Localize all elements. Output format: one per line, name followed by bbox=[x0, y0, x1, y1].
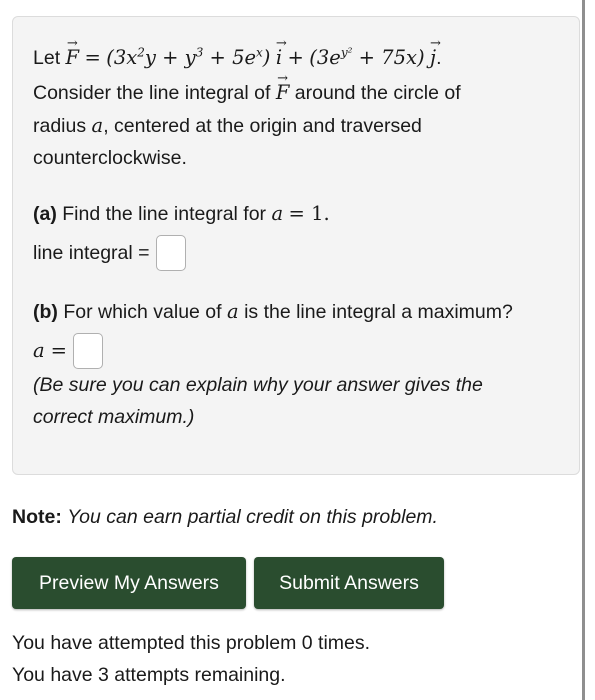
hint-line2: correct maximum.) bbox=[33, 406, 195, 428]
vector-F: → F bbox=[66, 45, 80, 71]
part-b-label: (b) bbox=[33, 301, 58, 323]
answer-equals: = bbox=[50, 339, 67, 362]
preview-answers-button[interactable]: Preview My Answers bbox=[12, 557, 246, 609]
let-label: Let bbox=[33, 47, 61, 69]
term1-close: ) bbox=[262, 46, 271, 69]
term1-open: (3x bbox=[106, 46, 138, 69]
problem-statement-line1 bbox=[33, 45, 441, 71]
term2-open: (3e bbox=[309, 46, 341, 69]
a-value-answer-input[interactable] bbox=[73, 333, 103, 369]
unit-vector-j: → j bbox=[430, 45, 436, 71]
first-component bbox=[106, 46, 270, 69]
unit-vector-i: → i bbox=[276, 45, 282, 71]
plus-sign: + bbox=[287, 46, 304, 69]
term1-exponent: 2 bbox=[137, 45, 145, 60]
part-a-question bbox=[33, 201, 330, 227]
part-a-equals: = 1. bbox=[288, 202, 330, 225]
part-a-answer-row bbox=[33, 233, 186, 273]
term2-rest: + 75x) bbox=[358, 46, 425, 69]
equals-sign: = bbox=[84, 46, 101, 69]
hint-line1: (Be sure you can explain why your answer gives the bbox=[33, 374, 483, 396]
line2-pre: Consider the line integral of bbox=[33, 82, 271, 104]
term1-mid: y + y bbox=[144, 46, 196, 69]
attempts-made-text: You have attempted this problem 0 times. bbox=[12, 632, 371, 654]
part-b-variable: a bbox=[227, 300, 239, 323]
vector-F-inline: → F bbox=[276, 80, 290, 106]
part-b-text-pre: For which value of bbox=[63, 301, 222, 323]
submit-answers-button[interactable]: Submit Answers bbox=[254, 557, 444, 609]
part-a-text: Find the line integral for bbox=[62, 203, 267, 225]
attempts-remaining-text: You have 3 attempts remaining. bbox=[12, 664, 286, 686]
note-text: You can earn partial credit on this problem. bbox=[67, 506, 438, 528]
part-b-text-post: is the line integral a maximum? bbox=[244, 301, 513, 323]
term2-exponent: y² bbox=[340, 45, 353, 60]
variable-a: a bbox=[91, 114, 104, 137]
term1-rest: + 5e bbox=[209, 46, 257, 69]
line3-post: , centered at the origin and traversed bbox=[103, 115, 422, 137]
part-a-variable: a bbox=[271, 202, 284, 225]
problem-statement-line4: counterclockwise. bbox=[33, 147, 187, 169]
line2-post: around the circle of bbox=[294, 82, 461, 104]
part-b-answer-row bbox=[33, 331, 103, 371]
part-a-label: (a) bbox=[33, 203, 57, 225]
second-component bbox=[309, 46, 424, 69]
problem-container bbox=[12, 16, 580, 475]
line-integral-label: line integral = bbox=[33, 242, 150, 264]
note bbox=[12, 504, 438, 530]
term1-exponent3: x bbox=[256, 45, 263, 60]
line3-pre: radius bbox=[33, 115, 87, 137]
period: . bbox=[436, 47, 442, 69]
problem-statement-line2 bbox=[33, 80, 461, 106]
line-integral-answer-input[interactable] bbox=[156, 235, 186, 271]
answer-variable-a: a bbox=[33, 339, 45, 362]
part-b-question bbox=[33, 299, 513, 325]
problem-statement-line3 bbox=[33, 113, 422, 139]
term1-exponent2: 3 bbox=[195, 45, 204, 60]
note-label: Note: bbox=[12, 506, 62, 528]
page-right-border bbox=[582, 0, 585, 700]
